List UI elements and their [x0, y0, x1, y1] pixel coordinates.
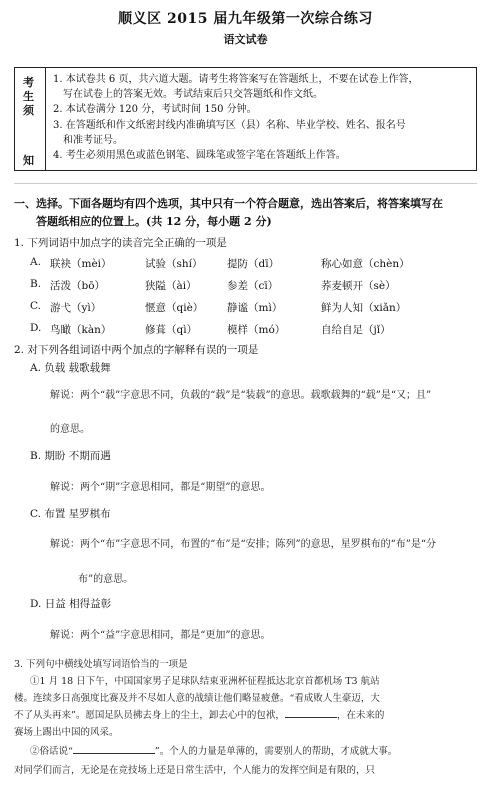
- q2-option-c: [30, 506, 111, 521]
- option-item: 鸟瞰（kàn）: [50, 324, 112, 336]
- q1-option-c: [30, 300, 450, 314]
- q1-option-a: [30, 256, 450, 270]
- option-item: 修葺（qì）: [145, 324, 198, 336]
- notice-item: 1. 本试卷共 6 页，共六道大题。请考生将答案写在答题纸上，不要在试卷上作答，: [53, 74, 419, 85]
- notice-label-char: 生: [23, 90, 34, 103]
- q2-option-d: [30, 596, 111, 611]
- q3-passage1-line: 楼。连续多日高强度比赛及并不尽如人意的战绩让他们略显疲惫。“看成败人生豪迈，大: [14, 693, 380, 704]
- notice-item: 3. 在答题纸和作文纸密封线内准确填写区（县）名称、毕业学校、姓名、报名号: [53, 119, 406, 131]
- q2-d-explain: 解说：两个“益”字意思相同，都是“更加”的意思。: [50, 630, 271, 641]
- option-words: 日益 相得益彰: [44, 598, 112, 610]
- option-letter: C.: [30, 508, 41, 520]
- option-item: 参差（cī）: [227, 280, 279, 292]
- option-item: 提防（dī）: [227, 258, 280, 270]
- q2-a-explain: 解说：两个“载”字意思不同，负载的“载”是“装载”的意思。载歌载舞的“载”是“又；且”: [50, 390, 432, 401]
- option-letter: B.: [30, 278, 42, 290]
- option-item: 联袂（mèi）: [50, 258, 112, 270]
- q2-a-explain-cont: 的意思。: [50, 424, 90, 435]
- option-words: 负载 载歌载舞: [44, 362, 111, 374]
- notice-item: 和准考证号。: [63, 134, 123, 146]
- option-item: 鲜为人知（xiǎn）: [321, 302, 407, 314]
- notice-items: [53, 72, 418, 163]
- q1-stem: 1. 下列词语中加点字的读音完全正确的一项是: [14, 237, 227, 249]
- passage-text: ②俗话说“: [30, 746, 73, 757]
- notice-label-char: 须: [23, 104, 34, 117]
- q3-passage2-line: [30, 743, 397, 757]
- notice-label-char: 考: [23, 76, 34, 89]
- section-divider: [14, 183, 477, 184]
- option-words: 布置 星罗棋布: [44, 508, 111, 520]
- notice-label: [15, 68, 46, 170]
- option-item: 活泼（bō）: [50, 280, 106, 292]
- option-letter: D.: [30, 598, 42, 610]
- q3-passage1-line: [14, 707, 384, 721]
- q3-passage2-line: 对同学们而言，无论是在竞技场上还是日常生活中，个人能力的发挥空间是有限的，只: [14, 765, 376, 776]
- option-item: 狭隘（ài）: [145, 280, 197, 292]
- q2-stem: 2. 对下列各组词语中两个加点的字解释有误的一项是: [14, 344, 259, 356]
- q3-passage1-line: 赛场上踢出中国的风采。: [14, 727, 119, 738]
- q2-c-explain-cont: 布”的意思。: [78, 574, 134, 585]
- option-item: 游弋（yì）: [50, 302, 102, 314]
- option-item: 静谧（mì）: [227, 302, 283, 314]
- option-letter: A.: [30, 256, 41, 268]
- q1-option-d: [30, 322, 450, 336]
- q3-stem: 3. 下列句中横线处填写词语恰当的一项是: [14, 659, 188, 670]
- option-item: 荞麦顿开（sè）: [321, 280, 396, 292]
- q2-b-explain: 解说：两个“期”字意思相同，都是“期望”的意思。: [50, 482, 271, 493]
- answer-blank[interactable]: [285, 708, 337, 718]
- notice-label-char: 知: [23, 154, 34, 167]
- exam-title: 顺义区 2015 届九年级第一次综合练习: [118, 11, 373, 27]
- passage-text: 不了从头再来”。愿国足队员拂去身上的尘土，卸去心中的包袱，: [14, 710, 285, 721]
- notice-item: 写在试卷上的答案无效。考试结束后只交答题纸和作文纸。: [63, 89, 323, 101]
- passage-text: ”。个人的力量是单薄的，需要别人的帮助，才成就大事。: [154, 746, 398, 757]
- passage-text: ，在未来的: [336, 710, 385, 721]
- q3-passage1-line: ①1 月 18 日下午，中国国家男子足球队结束亚洲杯征程抵达北京首都机场 T3 航站: [30, 676, 380, 687]
- section1-heading: 一、选择。下面各题均有四个选项，其中只有一个符合题意，选出答案后，将答案填写在: [14, 197, 443, 210]
- option-letter: B.: [30, 450, 42, 462]
- option-item: 自给自足（jǐ）: [321, 324, 391, 336]
- notice-item: 2. 本试卷满分 120 分，考试时间 150 分钟。: [53, 104, 257, 116]
- option-letter: D.: [30, 322, 42, 334]
- notice-item: 4. 考生必须用黑色或蓝色钢笔、圆珠笔或签字笔在答题纸上作答。: [53, 150, 346, 162]
- option-item: 惬意（qiè）: [145, 302, 204, 314]
- option-letter: A.: [30, 362, 41, 374]
- option-words: 期盼 不期而遇: [44, 450, 111, 462]
- q2-option-b: [30, 448, 111, 463]
- section1-heading-cont: 答题纸相应的位置上。(共 12 分，每小题 2 分): [36, 215, 272, 228]
- q2-option-a: [30, 360, 111, 375]
- q1-option-b: [30, 278, 450, 292]
- option-item: 模样（mó）: [227, 324, 286, 336]
- answer-blank[interactable]: [73, 744, 155, 754]
- option-letter: C.: [30, 300, 41, 312]
- option-item: 称心如意（chèn）: [321, 258, 410, 270]
- q2-c-explain: 解说：两个“布”字意思不同，布置的“布”是“安排；陈列”的意思，星罗棋布的“布”是“分: [50, 539, 437, 550]
- notice-box: [14, 67, 477, 171]
- option-item: 试验（shí）: [145, 258, 203, 270]
- exam-subtitle: 语文试卷: [223, 33, 268, 46]
